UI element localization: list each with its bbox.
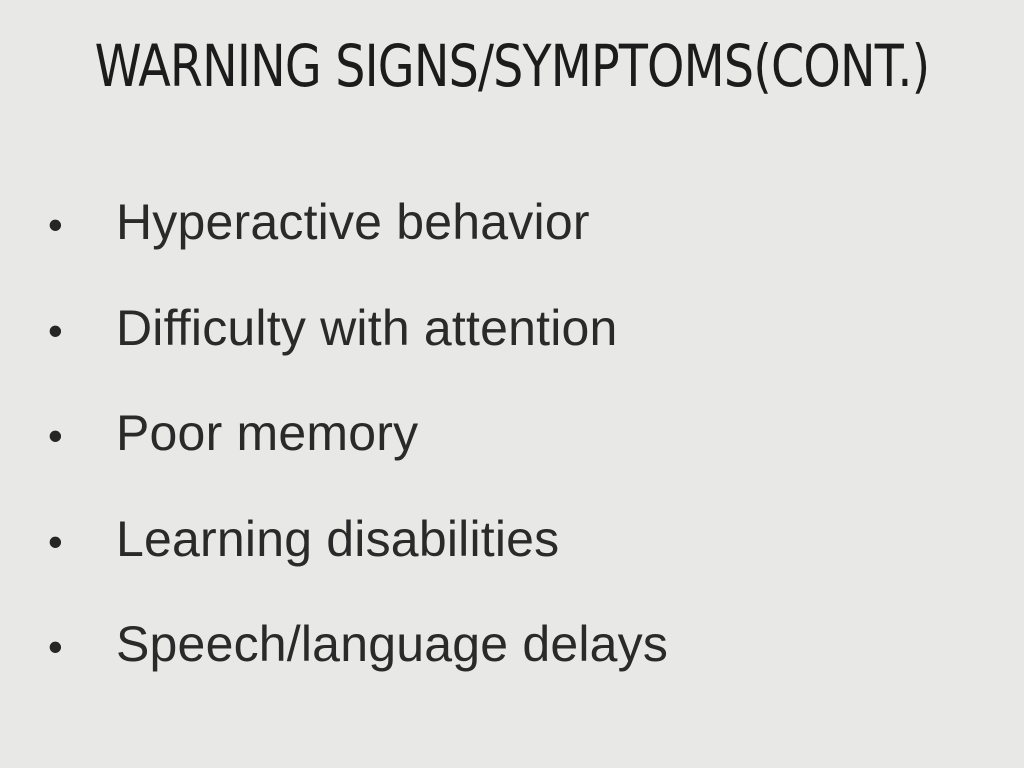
list-item (42, 299, 982, 356)
list-item-label: Difficulty with attention (116, 299, 618, 356)
list-item-label: Hyperactive behavior (116, 194, 590, 250)
list-item (42, 618, 982, 671)
bullet-list (42, 196, 982, 724)
list-item (42, 407, 982, 460)
list-item (42, 196, 982, 249)
list-item (42, 510, 982, 567)
bullet-dot-icon: • (48, 306, 63, 354)
page-title: WARNING SIGNS/SYMPTOMS(CONT.) (94, 32, 930, 100)
bullet-dot-icon: • (48, 201, 63, 248)
bullet-dot-icon: • (48, 517, 63, 565)
list-item-label: Speech/language delays (116, 616, 669, 672)
bullet-dot-icon: • (48, 623, 63, 670)
list-item-label: Learning disabilities (116, 510, 560, 567)
bullet-dot-icon: • (48, 412, 63, 459)
list-item-label: Poor memory (116, 405, 419, 461)
